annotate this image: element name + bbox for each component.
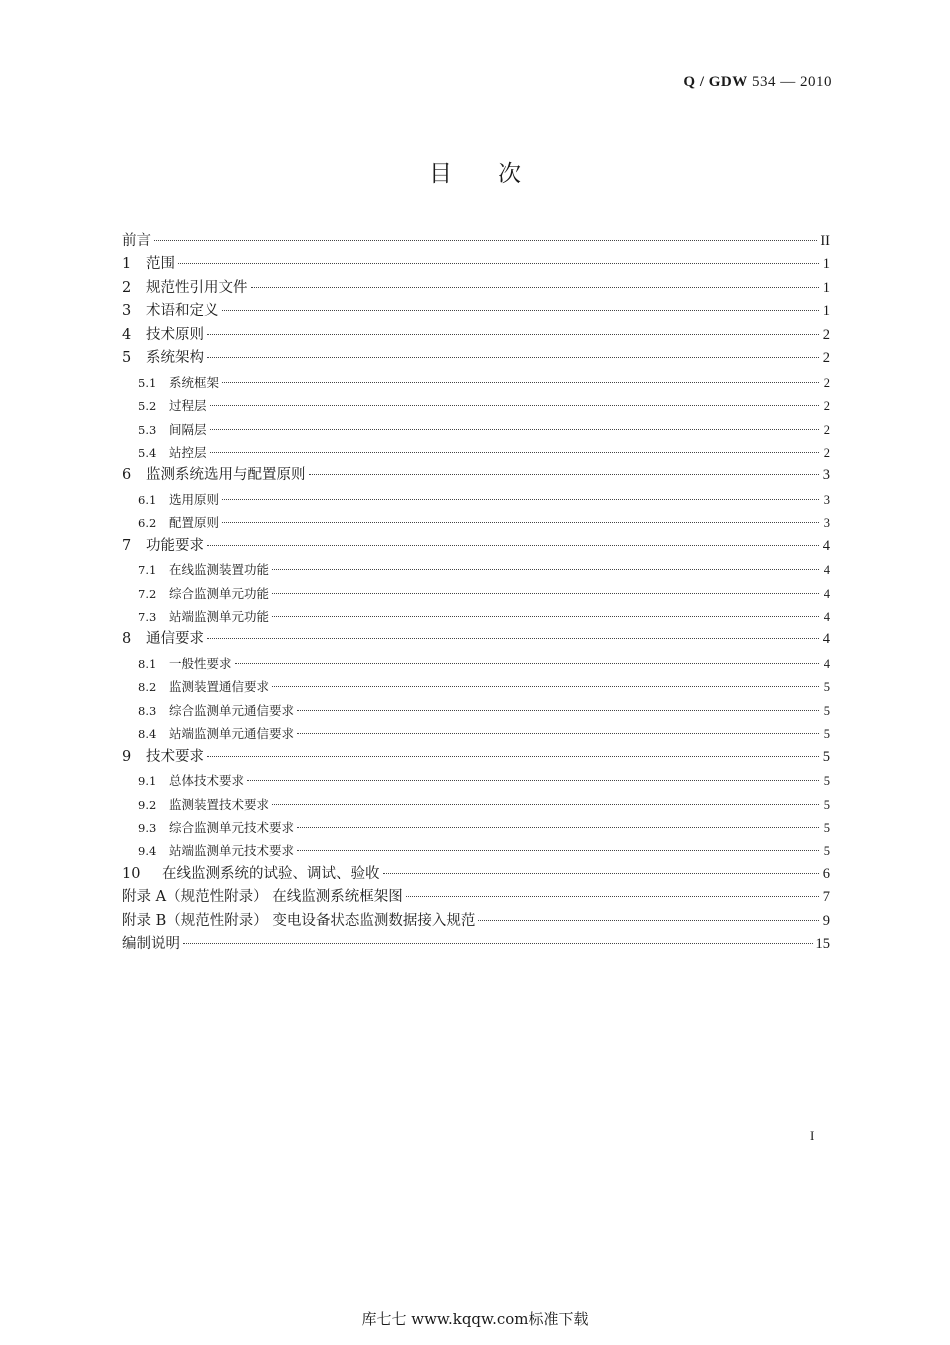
toc-entry-label: 监测系统选用与配置原则 xyxy=(146,467,306,484)
toc-entry[interactable] xyxy=(122,652,830,675)
standard-code: Q / GDW xyxy=(683,74,748,90)
toc-entry[interactable] xyxy=(122,628,830,651)
toc-entry[interactable] xyxy=(122,277,830,300)
toc-entry[interactable] xyxy=(122,511,830,534)
toc-entry-label: 技术原则 xyxy=(146,326,204,343)
toc-dot-leader xyxy=(297,849,819,851)
toc-entry-page: 2 xyxy=(822,350,830,367)
toc-entry-number: 1 xyxy=(122,256,132,273)
toc-entry-page: 4 xyxy=(823,586,830,601)
toc-entry-label: 综合监测单元通信要求 xyxy=(169,702,295,718)
toc-dot-leader xyxy=(478,919,819,921)
toc-dot-leader xyxy=(251,286,820,288)
toc-entry-number: 5.3 xyxy=(138,422,157,437)
toc-entry-number: 7.2 xyxy=(138,586,157,601)
toc-dot-leader xyxy=(272,615,819,617)
toc-entry-page: 4 xyxy=(822,537,830,554)
toc-entry-label: 综合监测单元技术要求 xyxy=(169,819,295,835)
toc-entry[interactable] xyxy=(122,253,830,276)
toc-entry-label: 间隔层 xyxy=(169,421,207,437)
toc-entry-label: 通信要求 xyxy=(146,631,204,648)
toc-entry-label: 在线监测装置功能 xyxy=(169,562,270,578)
toc-entry[interactable] xyxy=(122,535,830,558)
toc-entry-label: 总体技术要求 xyxy=(169,773,245,789)
toc-entry-page: 5 xyxy=(823,774,830,789)
toc-dot-leader xyxy=(406,895,819,897)
toc-entry-label: 规范性引用文件 xyxy=(146,279,248,296)
toc-entry-label: 配置原则 xyxy=(169,515,220,531)
toc-entry[interactable] xyxy=(122,488,830,511)
footer-watermark-text: 库七七 www.kqqw.com标准下载 xyxy=(361,1310,589,1328)
toc-entry-number: 6.2 xyxy=(138,516,157,531)
toc-entry-label: 技术要求 xyxy=(146,748,204,765)
toc-dot-leader xyxy=(210,428,819,430)
toc-dot-leader xyxy=(154,239,817,241)
toc-entry-number: 9.1 xyxy=(138,774,157,789)
toc-entry-page: 4 xyxy=(822,631,830,648)
toc-entry-page: 1 xyxy=(822,279,830,296)
toc-entry-number: 5 xyxy=(122,350,132,367)
toc-entry-label: 选用原则 xyxy=(169,491,220,507)
toc-entry-page: 1 xyxy=(822,256,830,273)
toc-entry[interactable] xyxy=(122,324,830,347)
toc-entry-number: 8.2 xyxy=(138,680,157,695)
toc-entry-page: 7 xyxy=(822,889,830,906)
toc-entry-page: 9 xyxy=(822,912,830,929)
toc-entry-number: 3 xyxy=(122,303,132,320)
toc-entry-page: 1 xyxy=(822,303,830,320)
toc-dot-leader xyxy=(183,942,813,944)
toc-entry-page: 2 xyxy=(823,422,830,437)
toc-dot-leader xyxy=(178,262,819,264)
toc-entry-page: 3 xyxy=(823,492,830,507)
toc-entry-number: 5.2 xyxy=(138,399,157,414)
toc-entry-number: 7.1 xyxy=(138,563,157,578)
toc-dot-leader xyxy=(297,732,819,734)
toc-entry-label: 范围 xyxy=(146,256,175,273)
toc-entry-number: 5.4 xyxy=(138,445,157,460)
toc-entry-label: 监测装置技术要求 xyxy=(169,796,270,812)
toc-dot-leader xyxy=(222,381,819,383)
toc-entry-label: 附录 A（规范性附录） 在线监测系统框架图 xyxy=(122,889,403,906)
toc-entry-number: 7 xyxy=(122,537,132,554)
toc-entry-number: 9.3 xyxy=(138,820,157,835)
toc-dot-leader xyxy=(272,592,819,594)
toc-entry[interactable] xyxy=(122,418,830,441)
toc-entry[interactable] xyxy=(122,863,830,886)
toc-entry-page: 4 xyxy=(823,610,830,624)
toc-entry[interactable] xyxy=(122,371,830,394)
toc-dot-leader xyxy=(383,872,820,874)
toc-entry-page: 15 xyxy=(815,936,830,953)
toc-entry-label: 在线监测系统的试验、调试、验收 xyxy=(162,865,380,882)
toc-entry[interactable] xyxy=(122,558,830,581)
toc-entry-page: 5 xyxy=(822,748,830,765)
page-number: I xyxy=(810,1128,815,1143)
toc-dot-leader xyxy=(207,755,819,757)
toc-dot-leader xyxy=(207,333,819,335)
toc-entry-page: 2 xyxy=(822,326,830,343)
toc-dot-leader xyxy=(309,473,820,475)
toc-entry[interactable] xyxy=(122,793,830,816)
toc-entry-label: 站控层 xyxy=(169,444,207,460)
toc-entry-page: 5 xyxy=(823,797,830,812)
toc-entry-page: 2 xyxy=(823,445,830,460)
toc-entry-page: 5 xyxy=(823,844,830,859)
toc-entry-number: 6.1 xyxy=(138,492,157,507)
toc-dot-leader xyxy=(222,309,820,311)
toc-entry-page: 6 xyxy=(822,865,830,882)
toc-entry-page: 4 xyxy=(823,656,830,671)
toc-entry[interactable] xyxy=(122,605,830,628)
toc-dot-leader xyxy=(272,685,819,687)
document-code-header xyxy=(683,74,832,91)
toc-entry-number: 5.1 xyxy=(138,375,157,390)
toc-entry-label: 站端监测单元技术要求 xyxy=(169,843,295,859)
toc-entry-number: 6 xyxy=(122,467,132,484)
toc-entry-page: 5 xyxy=(823,727,830,742)
toc-entry-number: 10 xyxy=(122,865,141,882)
toc-entry-number: 8.4 xyxy=(138,727,157,742)
toc-entry[interactable] xyxy=(122,300,830,323)
toc-entry[interactable] xyxy=(122,839,830,862)
toc-entry[interactable] xyxy=(122,722,830,745)
toc-entry-label: 系统架构 xyxy=(146,350,204,367)
toc-entry-number: 8.3 xyxy=(138,703,157,718)
toc-dot-leader xyxy=(210,404,819,406)
toc-entry-page: 5 xyxy=(823,703,830,718)
toc-entry-page: 5 xyxy=(823,820,830,835)
toc-dot-leader xyxy=(235,662,819,664)
toc-entry-number: 9.4 xyxy=(138,844,157,859)
standard-number: 534 — 2010 xyxy=(752,74,832,90)
toc-entry-label: 编制说明 xyxy=(122,936,180,953)
toc-entry[interactable] xyxy=(122,675,830,698)
toc-entry[interactable] xyxy=(122,699,830,722)
toc-entry-number: 9.2 xyxy=(138,797,157,812)
toc-entry[interactable] xyxy=(122,746,830,769)
toc-dot-leader xyxy=(297,709,819,711)
toc-entry[interactable] xyxy=(122,816,830,839)
toc-entry-label: 前言 xyxy=(122,233,151,249)
toc-entry-number: 8 xyxy=(122,631,132,648)
toc-entry-page: 2 xyxy=(823,375,830,390)
toc-dot-leader xyxy=(247,779,819,781)
toc-entry[interactable] xyxy=(122,886,830,909)
toc-entry[interactable] xyxy=(122,394,830,417)
toc-entry-page: 3 xyxy=(823,516,830,531)
toc-entry-page: 2 xyxy=(823,399,830,414)
toc-entry-label: 站端监测单元通信要求 xyxy=(169,726,295,742)
toc-dot-leader xyxy=(222,521,819,523)
toc-entry-label: 综合监测单元功能 xyxy=(169,585,270,601)
toc-entry-page: II xyxy=(820,233,830,249)
toc-entry-label: 站端监测单元功能 xyxy=(169,609,270,624)
toc-entry[interactable] xyxy=(122,910,830,933)
toc-dot-leader xyxy=(207,637,819,639)
toc-entry-page: 3 xyxy=(822,467,830,484)
toc-entry[interactable] xyxy=(122,230,830,253)
toc-entry-number: 4 xyxy=(122,326,132,343)
toc-dot-leader xyxy=(207,356,819,358)
toc-entry-label: 一般性要求 xyxy=(169,655,232,671)
toc-entry[interactable] xyxy=(122,347,830,370)
toc-dot-leader xyxy=(297,826,819,828)
toc-dot-leader xyxy=(207,544,819,546)
toc-dot-leader xyxy=(222,498,819,500)
toc-entry-label: 系统框架 xyxy=(169,374,220,390)
toc-dot-leader xyxy=(272,803,819,805)
toc-entry[interactable] xyxy=(122,464,830,487)
toc-entry-label: 过程层 xyxy=(169,398,207,414)
toc-entry[interactable] xyxy=(122,441,830,464)
toc-entry[interactable] xyxy=(122,933,830,956)
toc-entry-page: 5 xyxy=(823,680,830,695)
toc-entry-label: 监测装置通信要求 xyxy=(169,679,270,695)
toc-entry-label: 附录 B（规范性附录） 变电设备状态监测数据接入规范 xyxy=(122,912,476,929)
toc-entry-page: 4 xyxy=(823,563,830,578)
toc-entry-number: 7.3 xyxy=(138,610,157,624)
toc-entry-number: 9 xyxy=(122,748,132,765)
toc-entry-label: 术语和定义 xyxy=(146,303,219,320)
table-of-contents xyxy=(122,230,830,957)
toc-entry[interactable] xyxy=(122,582,830,605)
page-title: 目次 xyxy=(429,161,567,187)
toc-entry-number: 8.1 xyxy=(138,656,157,671)
toc-dot-leader xyxy=(272,568,819,570)
toc-dot-leader xyxy=(210,451,819,453)
toc-entry[interactable] xyxy=(122,769,830,792)
toc-entry-number: 2 xyxy=(122,279,132,296)
toc-entry-label: 功能要求 xyxy=(146,537,204,554)
